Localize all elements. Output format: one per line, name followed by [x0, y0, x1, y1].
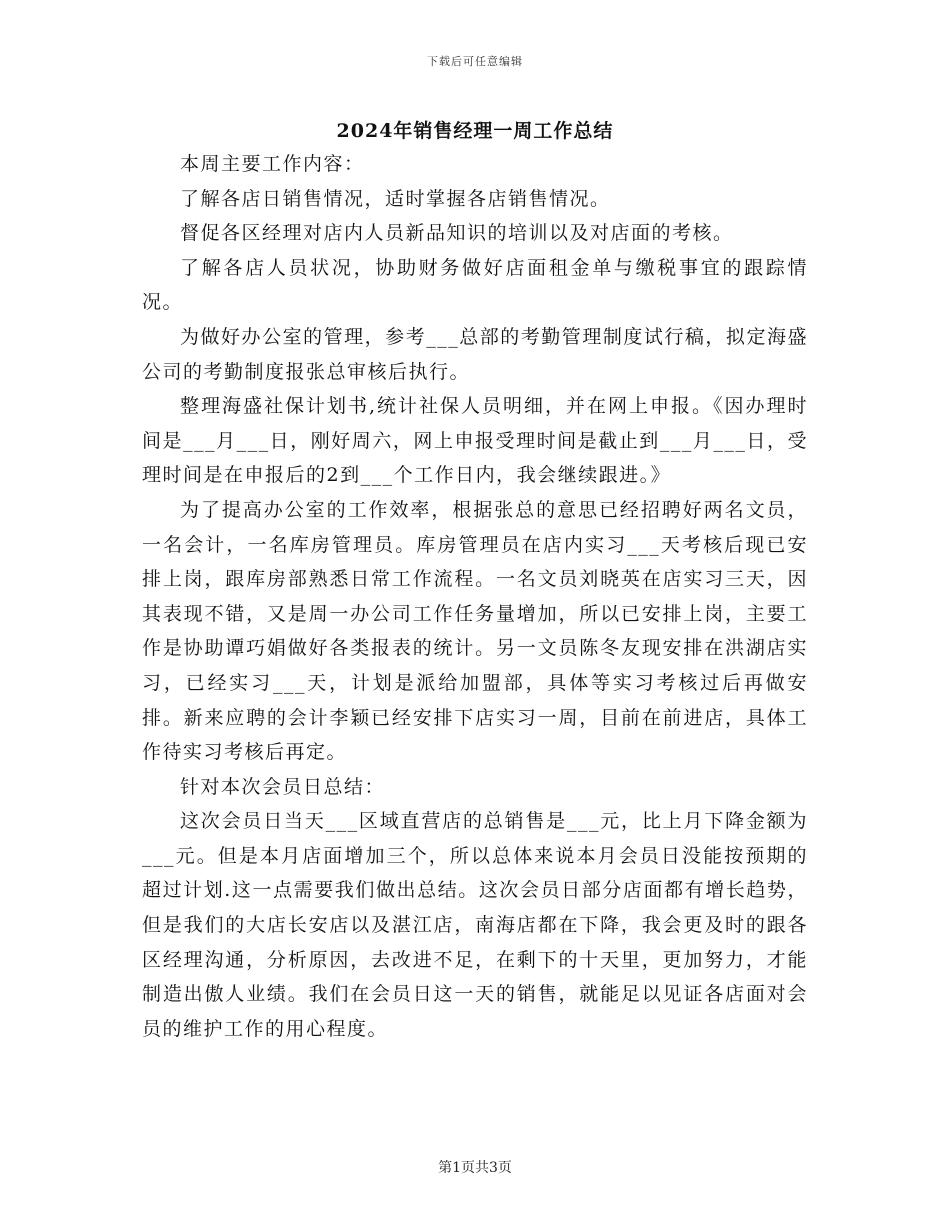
- document-body: [142, 147, 808, 1046]
- header-note: 下载后可任意编辑: [427, 55, 523, 68]
- paragraph-attendance-policy: 为做好办公室的管理，参考___总部的考勤管理制度试行稿，拟定海盛公司的考勤制度报张总审核后执行。: [142, 325, 808, 383]
- paragraph-hiring: 为了提高办公室的工作效率，根据张总的意思已经招聘好两名文员，一名会计，一名库房管理员。库房管理员在店内实习___天考核后现已安排上岗，跟库房部熟悉日常工作流程。一名文员刘晓英在店实习三天，因其表现不错，又是周一办公司工作任务量增加，所以已安排上岗，主要工作是协助谭巧娟做好各类报表的统计。另一文员陈冬友现安排在洪湖店实习，已经实习___天，计划是派给加盟部，具体等实习考核过后再做安排。新来应聘的会计李颖已经安排下店实习一周，目前在前进店，具体工作待实习考核后再定。: [142, 498, 808, 764]
- paragraph-training: 督促各区经理对店内人员新品知识的培训以及对店面的考核。: [180, 222, 734, 245]
- paragraph-member-day-heading: 针对本次会员日总结：: [180, 775, 386, 798]
- paragraph-social-insurance: 整理海盛社保计划书,统计社保人员明细，并在网上申报。《因办理时间是___月___日，刚好周六，网上申报受理时间是截止到___月___日，受理时间是在申报后的2到___个工作日内，我会继续跟进。》: [142, 395, 808, 487]
- paragraph-member-day-summary: 这次会员日当天___区域直营店的总销售是___元，比上月下降金额为___元。但是本月店面增加三个，所以总体来说本月会员日没能按预期的超过计划.这一点需要我们做出总结。这次会员日部分店面都有增长趋势，但是我们的大店长安店以及湛江店，南海店都在下降，我会更及时的跟各区经理沟通，分析原因，去改进不足，在剩下的十天里，更加努力，才能制造出傲人业绩。我们在会员日这一天的销售，就能足以见证各店面对会员的维护工作的用心程度。: [142, 810, 808, 1040]
- paragraph-staff-status: 了解各店人员状况，协助财务做好店面租金单与缴税事宜的跟踪情况。: [142, 256, 808, 314]
- page-footer: 第1页共3页: [438, 1160, 512, 1176]
- paragraph-work-content-heading: 本周主要工作内容：: [180, 153, 365, 175]
- paragraph-daily-sales: 了解各店日销售情况，适时掌握各店销售情况。: [180, 187, 611, 210]
- document-title: 2024年销售经理一周工作总结: [336, 120, 614, 142]
